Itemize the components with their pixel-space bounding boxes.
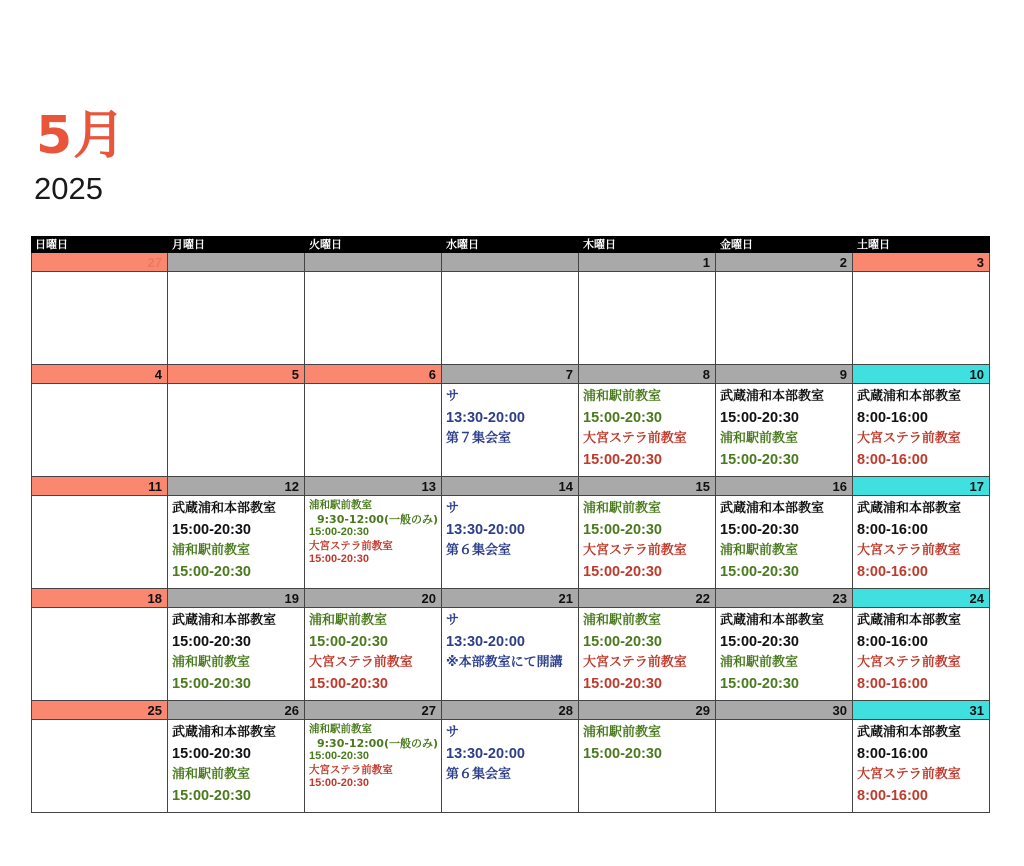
event-time: 15:00-20:30 (583, 564, 662, 580)
day-number: 5 (168, 365, 304, 384)
day-events (716, 384, 852, 471)
event-location: 武蔵浦和本部教室 (720, 613, 825, 628)
day-cell[interactable] (853, 477, 990, 589)
day-number (168, 253, 304, 272)
event-time: 15:00-20:30 (583, 452, 662, 468)
week-row (31, 701, 990, 813)
event-location: サ (446, 501, 460, 516)
day-number: 21 (442, 589, 578, 608)
event-time: 15:00-20:30 (172, 788, 251, 804)
schedule-event (446, 387, 578, 429)
event-location: 大宮ステラ前教室 (857, 431, 961, 446)
schedule-event (309, 723, 441, 764)
day-number: 24 (853, 589, 989, 608)
day-cell[interactable] (716, 253, 853, 365)
event-location: 第６集会室 (446, 543, 512, 558)
day-number: 6 (305, 365, 441, 384)
event-extra-time: 9:30-12:00(一般のみ) (317, 736, 438, 750)
day-cell[interactable] (31, 477, 168, 589)
day-number: 19 (168, 589, 304, 608)
day-events (579, 496, 715, 583)
day-cell[interactable] (579, 701, 716, 813)
event-time: 15:00-20:30 (172, 746, 251, 762)
schedule-event (583, 499, 715, 541)
day-events (579, 608, 715, 695)
event-extra-time: 9:30-12:00(一般のみ) (317, 512, 438, 526)
day-events (32, 272, 167, 275)
event-location: 浦和駅前教室 (720, 655, 799, 670)
day-events (579, 720, 715, 765)
day-cell[interactable] (31, 701, 168, 813)
day-cell[interactable] (31, 253, 168, 365)
day-cell[interactable] (168, 589, 305, 701)
day-cell[interactable] (442, 701, 579, 813)
weekday-wednesday: 水曜日 (446, 239, 479, 251)
day-cell[interactable] (305, 701, 442, 813)
day-cell[interactable] (716, 365, 853, 477)
day-number: 4 (32, 365, 167, 384)
event-time: 13:30-20:00 (446, 522, 525, 538)
day-cell[interactable] (31, 589, 168, 701)
schedule-event (446, 499, 578, 541)
event-time: 15:00-20:30 (309, 750, 369, 762)
schedule-event (309, 540, 441, 567)
day-cell[interactable] (853, 365, 990, 477)
day-cell[interactable] (853, 701, 990, 813)
week-row (31, 253, 990, 365)
event-location: 武蔵浦和本部教室 (857, 725, 962, 740)
month-title: 5月 (36, 106, 127, 166)
day-cell[interactable] (853, 253, 990, 365)
schedule-event (446, 429, 578, 449)
event-time: 15:00-20:30 (720, 522, 799, 538)
day-number: 12 (168, 477, 304, 496)
event-time: 13:30-20:00 (446, 634, 525, 650)
event-location: 浦和駅前教室 (720, 431, 799, 446)
day-events (305, 496, 441, 567)
event-time: 15:00-20:30 (720, 564, 799, 580)
schedule-event (446, 723, 578, 765)
day-number: 8 (579, 365, 715, 384)
event-location: 浦和駅前教室 (583, 501, 662, 516)
day-cell[interactable] (168, 365, 305, 477)
day-number: 2 (716, 253, 852, 272)
event-location: 大宮ステラ前教室 (309, 763, 393, 776)
weekday-sunday: 日曜日 (35, 239, 68, 251)
day-cell[interactable] (168, 253, 305, 365)
event-location: サ (446, 613, 460, 628)
day-number: 1 (579, 253, 715, 272)
day-events (442, 720, 578, 785)
event-time: 8:00-16:00 (857, 452, 928, 468)
weekday-tuesday: 火曜日 (309, 239, 342, 251)
schedule-event (583, 611, 715, 653)
day-number: 27 (32, 253, 167, 272)
event-time: 15:00-20:30 (583, 676, 662, 692)
event-time: 15:00-20:30 (172, 564, 251, 580)
day-cell[interactable] (442, 365, 579, 477)
event-time: 15:00-20:30 (720, 676, 799, 692)
day-events (853, 720, 989, 807)
schedule-event (720, 499, 852, 541)
schedule-event (583, 723, 715, 765)
day-number (305, 253, 441, 272)
schedule-event (446, 765, 578, 785)
event-location: 武蔵浦和本部教室 (720, 389, 825, 404)
schedule-event (583, 541, 715, 583)
event-location: 武蔵浦和本部教室 (720, 501, 825, 516)
schedule-event (446, 653, 578, 673)
event-time: 15:00-20:30 (583, 522, 662, 538)
event-time: 15:00-20:30 (583, 410, 662, 426)
schedule-event (172, 653, 304, 695)
day-number: 23 (716, 589, 852, 608)
schedule-event (446, 611, 578, 653)
day-events (853, 272, 989, 275)
day-cell[interactable] (305, 365, 442, 477)
schedule-event (857, 541, 989, 583)
day-number: 3 (853, 253, 989, 272)
day-cell[interactable] (305, 253, 442, 365)
weekday-thursday: 木曜日 (583, 239, 616, 251)
day-cell[interactable] (31, 365, 168, 477)
day-events (853, 496, 989, 583)
day-events (168, 384, 304, 387)
day-number: 25 (32, 701, 167, 720)
event-location: 大宮ステラ前教室 (857, 767, 961, 782)
day-events (442, 608, 578, 673)
day-number: 16 (716, 477, 852, 496)
event-location: ※本部教室にて開講 (446, 655, 563, 670)
schedule-event (857, 387, 989, 429)
schedule-event (583, 387, 715, 429)
day-number: 14 (442, 477, 578, 496)
day-number: 22 (579, 589, 715, 608)
schedule-event (309, 764, 441, 791)
event-time: 8:00-16:00 (857, 634, 928, 650)
weekday-saturday: 土曜日 (857, 239, 890, 251)
weekday-header-row (31, 236, 990, 253)
event-time: 15:00-20:30 (309, 526, 369, 538)
day-events (442, 384, 578, 449)
day-events (305, 272, 441, 275)
day-number: 29 (579, 701, 715, 720)
event-time: 15:00-20:30 (172, 634, 251, 650)
day-number: 15 (579, 477, 715, 496)
schedule-event (720, 653, 852, 695)
day-number: 9 (716, 365, 852, 384)
day-number: 10 (853, 365, 989, 384)
day-number: 30 (716, 701, 852, 720)
event-location: 第７集会室 (446, 431, 512, 446)
event-location: 大宮ステラ前教室 (857, 655, 961, 670)
schedule-event (172, 765, 304, 807)
event-time: 15:00-20:30 (172, 522, 251, 538)
event-location: 浦和駅前教室 (172, 543, 251, 558)
event-location: 武蔵浦和本部教室 (172, 725, 277, 740)
event-location: 大宮ステラ前教室 (309, 539, 393, 552)
event-location: 浦和駅前教室 (583, 389, 662, 404)
day-cell[interactable] (579, 253, 716, 365)
event-location: 武蔵浦和本部教室 (172, 613, 277, 628)
schedule-event (857, 723, 989, 765)
day-number: 17 (853, 477, 989, 496)
event-time: 15:00-20:30 (720, 452, 799, 468)
weekday-monday: 月曜日 (172, 239, 205, 251)
event-location: 浦和駅前教室 (309, 723, 372, 735)
day-events (853, 608, 989, 695)
event-time: 15:00-20:30 (309, 676, 388, 692)
day-number: 20 (305, 589, 441, 608)
day-cell[interactable] (442, 253, 579, 365)
day-number: 28 (442, 701, 578, 720)
event-time: 8:00-16:00 (857, 746, 928, 762)
day-number: 31 (853, 701, 989, 720)
schedule-event (720, 541, 852, 583)
day-cell[interactable] (579, 477, 716, 589)
weekday-friday: 金曜日 (720, 239, 753, 251)
day-cell[interactable] (579, 589, 716, 701)
event-time: 15:00-20:30 (172, 676, 251, 692)
day-events (716, 608, 852, 695)
event-location: 浦和駅前教室 (309, 499, 372, 511)
event-location: サ (446, 725, 460, 740)
day-cell[interactable] (442, 477, 579, 589)
day-cell[interactable] (579, 365, 716, 477)
week-row (31, 477, 990, 589)
event-time: 15:00-20:30 (720, 410, 799, 426)
day-number: 13 (305, 477, 441, 496)
schedule-event (583, 429, 715, 471)
day-events (579, 272, 715, 275)
schedule-event (172, 499, 304, 541)
event-location: 大宮ステラ前教室 (857, 543, 961, 558)
event-time: 15:00-20:30 (309, 777, 369, 789)
day-events (168, 608, 304, 695)
event-time: 15:00-20:30 (583, 634, 662, 650)
day-events (442, 272, 578, 275)
event-location: 第６集会室 (446, 767, 512, 782)
day-cell[interactable] (168, 701, 305, 813)
day-cell[interactable] (305, 589, 442, 701)
day-events (716, 720, 852, 723)
event-location: 浦和駅前教室 (172, 655, 251, 670)
schedule-event (172, 723, 304, 765)
event-time: 15:00-20:30 (309, 634, 388, 650)
schedule-event (172, 541, 304, 583)
event-time: 15:00-20:30 (583, 746, 662, 762)
day-number: 26 (168, 701, 304, 720)
schedule-event (309, 653, 441, 695)
day-events (305, 720, 441, 791)
schedule-event (720, 387, 852, 429)
event-time: 15:00-20:30 (309, 553, 369, 565)
event-time: 8:00-16:00 (857, 676, 928, 692)
event-location: 武蔵浦和本部教室 (857, 613, 962, 628)
day-cell[interactable] (716, 589, 853, 701)
event-location: 武蔵浦和本部教室 (857, 389, 962, 404)
day-events (168, 496, 304, 583)
schedule-event (857, 429, 989, 471)
day-events (32, 496, 167, 499)
event-location: 大宮ステラ前教室 (583, 431, 687, 446)
day-events (716, 272, 852, 275)
schedule-event (172, 611, 304, 653)
day-cell[interactable] (168, 477, 305, 589)
schedule-event (857, 499, 989, 541)
day-cell[interactable] (853, 589, 990, 701)
event-location: 大宮ステラ前教室 (583, 543, 687, 558)
week-row (31, 365, 990, 477)
day-cell[interactable] (442, 589, 579, 701)
day-events (305, 608, 441, 695)
event-location: サ (446, 389, 460, 404)
day-events (853, 384, 989, 471)
schedule-event (446, 541, 578, 561)
event-location: 浦和駅前教室 (309, 613, 388, 628)
calendar-grid (31, 236, 990, 813)
event-location: 大宮ステラ前教室 (309, 655, 413, 670)
day-number: 7 (442, 365, 578, 384)
schedule-event (857, 611, 989, 653)
day-events (716, 496, 852, 583)
event-location: 武蔵浦和本部教室 (857, 501, 962, 516)
day-number (442, 253, 578, 272)
day-events (32, 720, 167, 723)
day-events (442, 496, 578, 561)
event-time: 13:30-20:00 (446, 746, 525, 762)
day-cell[interactable] (305, 477, 442, 589)
schedule-event (583, 653, 715, 695)
day-events (32, 384, 167, 387)
schedule-event (309, 611, 441, 653)
day-events (168, 272, 304, 275)
schedule-event (857, 765, 989, 807)
schedule-event (309, 499, 441, 540)
day-cell[interactable] (716, 477, 853, 589)
event-location: 武蔵浦和本部教室 (172, 501, 277, 516)
day-events (579, 384, 715, 471)
day-events (168, 720, 304, 807)
schedule-event (720, 429, 852, 471)
schedule-event (720, 611, 852, 653)
event-location: 浦和駅前教室 (583, 725, 662, 740)
year-title: 2025 (34, 171, 103, 206)
schedule-event (857, 653, 989, 695)
day-events (305, 384, 441, 387)
event-time: 13:30-20:00 (446, 410, 525, 426)
day-events (32, 608, 167, 611)
event-time: 8:00-16:00 (857, 564, 928, 580)
day-number: 18 (32, 589, 167, 608)
event-time: 15:00-20:30 (720, 634, 799, 650)
day-cell[interactable] (716, 701, 853, 813)
event-time: 8:00-16:00 (857, 522, 928, 538)
event-location: 浦和駅前教室 (720, 543, 799, 558)
day-number: 11 (32, 477, 167, 496)
day-number: 27 (305, 701, 441, 720)
event-location: 大宮ステラ前教室 (583, 655, 687, 670)
week-row (31, 589, 990, 701)
event-time: 8:00-16:00 (857, 788, 928, 804)
event-time: 8:00-16:00 (857, 410, 928, 426)
weeks-container (31, 253, 990, 813)
event-location: 浦和駅前教室 (172, 767, 251, 782)
event-location: 浦和駅前教室 (583, 613, 662, 628)
